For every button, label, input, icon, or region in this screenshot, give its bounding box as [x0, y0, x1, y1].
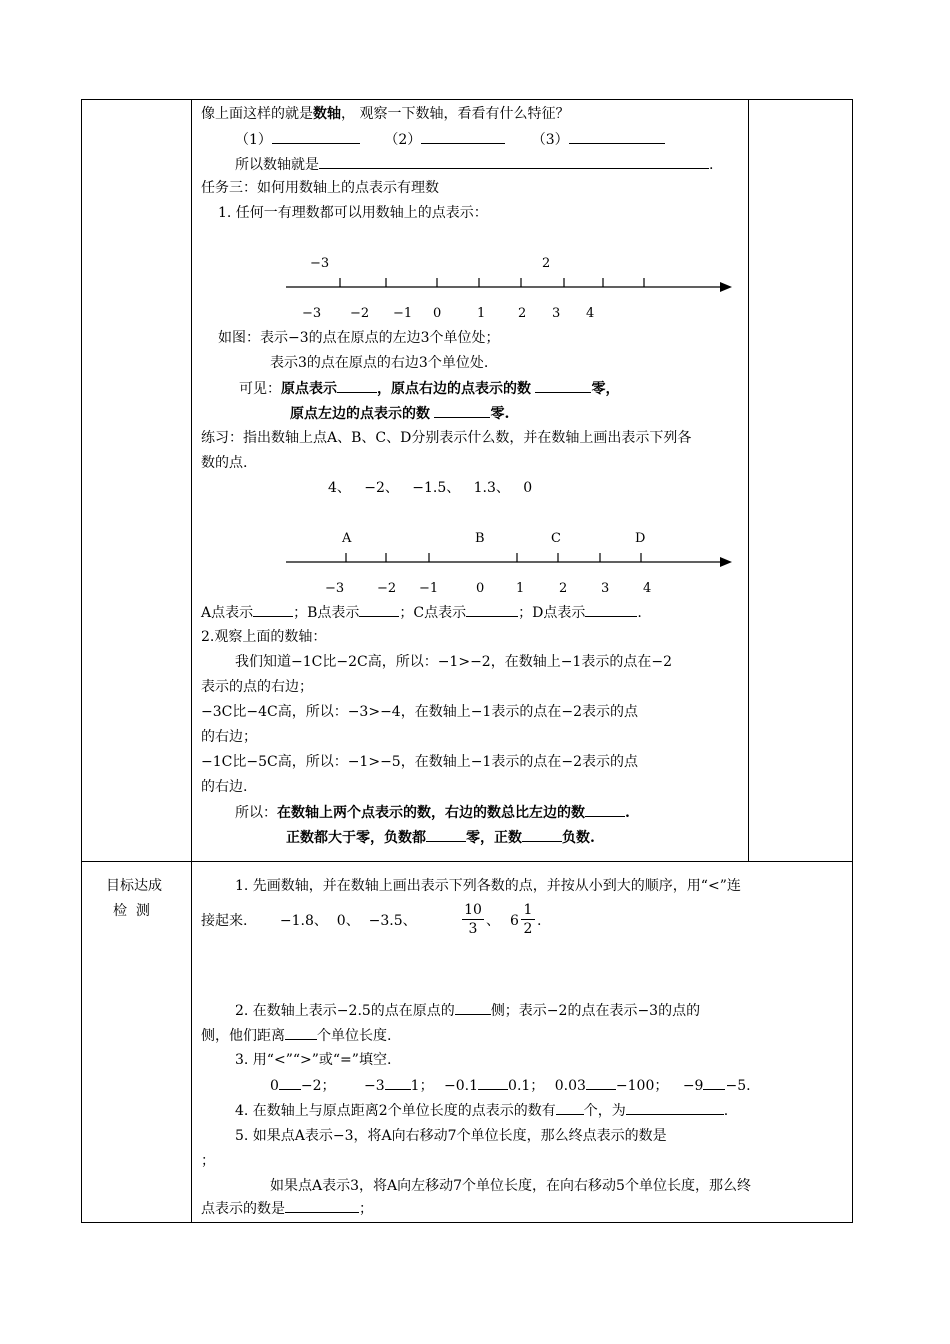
q3-e-blank[interactable] [703, 1075, 725, 1090]
question-3-items [270, 1075, 751, 1096]
conclusion-text-b: ，原点右边的点表示的数 [377, 381, 531, 397]
axis1-tick-label: 4 [586, 306, 595, 321]
q3-b-blank[interactable] [385, 1075, 411, 1090]
axis2-arrow-icon [720, 557, 732, 567]
observation-1b: 表示的点的右边； [201, 679, 313, 695]
axis2-tick-label: 2 [559, 581, 568, 596]
number-line-1 [280, 248, 740, 324]
q3-a-left: 0 [270, 1078, 279, 1094]
question-2b [201, 1025, 391, 1046]
question-5b: ； [201, 1153, 215, 1169]
axis2-tick-label: −2 [377, 581, 397, 596]
axis1-tick-label: −3 [302, 306, 322, 321]
summary-text-2a: 正数都大于零，负数都 [286, 830, 426, 846]
feature-1-label: （1） [235, 132, 272, 148]
q3-b-right: 1； [410, 1078, 434, 1094]
point-b-blank[interactable] [359, 602, 399, 617]
axis1-tick-label: 0 [433, 306, 442, 321]
axis1-tick-label: −2 [350, 306, 370, 321]
task3-heading: 任务三：如何用数轴上的点表示有理数 [201, 180, 439, 196]
fraction-denominator: 2 [523, 921, 533, 937]
summary-prefix: 所以： [235, 805, 277, 821]
numberline-intro [201, 104, 569, 124]
fraction-numerator: 1 [521, 901, 535, 920]
origin-blank[interactable] [337, 378, 377, 393]
observation-1a: 我们知道−1C比−2C高，所以：−1>−2，在数轴上−1表示的点在−2 [235, 654, 672, 670]
item1-text: 1. 任何一有理数都可以用数轴上的点表示： [218, 205, 488, 221]
summary-line-1: 所以：在数轴上两个点表示的数，右边的数总比左边的数 . [235, 802, 630, 823]
question-4-blank-2[interactable] [626, 1100, 724, 1115]
axis1-tick-label: −1 [393, 306, 413, 321]
point-a-blank[interactable] [253, 602, 293, 617]
practice-numbers: 4、 −2、 −1.5、 1.3、 0 [328, 480, 533, 496]
feature-2-label: （2） [384, 132, 422, 148]
axis2-point-label: D [635, 531, 646, 546]
q3-a-right: −2； [300, 1078, 336, 1094]
observation-3a: −1C比−5C高，所以：−1>−5，在数轴上−1表示的点在−2表示的点 [201, 754, 638, 770]
axis2-point-label: A [342, 531, 352, 546]
conclusion-text-d: 原点左边的点表示的数 [290, 406, 430, 422]
conclusion-line-2 [290, 403, 509, 424]
axis1-tick-label: 1 [477, 306, 486, 321]
definition-blank[interactable] [319, 154, 709, 169]
observation-2b: 的右边； [201, 729, 257, 745]
fraction-numerator: 10 [462, 901, 484, 920]
q3-c-left: −0.1 [444, 1078, 479, 1094]
point-b-label: ；B点表示 [293, 605, 360, 621]
summary-text-1: 在数轴上两个点表示的数，右边的数总比左边的数 [277, 805, 585, 821]
question-5-text-d: 点表示的数是 [201, 1201, 285, 1217]
point-c-label: ；C点表示 [399, 605, 467, 621]
fraction-one-half [521, 901, 535, 938]
question-4: 4. 在数轴上与原点距离2个单位长度的点表示的数有 个，为 . [235, 1100, 728, 1121]
figure-note-2: 表示3的点在原点的右边3个单位处. [270, 355, 489, 371]
summary-line-2 [286, 827, 595, 848]
definition-line: 所以数轴就是 . [235, 154, 713, 175]
axis2-tick-label: −1 [419, 581, 439, 596]
point-d-label: ；D点表示 [518, 605, 586, 621]
axis2-point-label: B [475, 531, 485, 546]
question-2-text-a: 2. 在数轴上表示−2.5的点在原点的 [235, 1003, 455, 1019]
q3-e-right: −5. [725, 1078, 751, 1094]
column-divider-right [748, 99, 749, 861]
axis2-tick-label: 3 [601, 581, 610, 596]
q3-b-left: −3 [364, 1078, 385, 1094]
q3-d-right: −100； [615, 1078, 669, 1094]
number-line-2 [280, 523, 740, 599]
item2-text: 2.观察上面的数轴： [201, 629, 327, 645]
question-5c: 如果点A表示3，将A向左移动7个单位长度，在向右移动5个单位长度，那么终 [270, 1178, 751, 1194]
point-answers: A点表示 ；B点表示 ；C点表示 ；D点表示 . [201, 602, 642, 623]
axis2-point-label: C [551, 531, 561, 546]
q3-a-blank[interactable] [279, 1075, 301, 1090]
conclusion-text-c: 零， [591, 381, 620, 397]
question-5d [201, 1198, 373, 1219]
question-2-text-b: 侧；表示−2的点在表示−3的点的 [490, 1003, 701, 1019]
column-divider-left [191, 99, 192, 1222]
point-a-label: A点表示 [201, 605, 254, 621]
definition-label: 所以数轴就是 [235, 157, 319, 173]
conclusion-text-a: 原点表示 [281, 381, 337, 397]
q3-c-blank[interactable] [478, 1075, 508, 1090]
summary-blank-3[interactable] [522, 827, 562, 842]
axis1-top-label: −3 [310, 256, 330, 271]
question-4-text-b: 个，为 [583, 1103, 626, 1119]
q3-d-left: 0.03 [554, 1078, 586, 1094]
axis2-tick-label: 0 [476, 581, 485, 596]
question-5a: 5. 如果点A表示−3，将A向右移动7个单位长度，那么终点表示的数是 [235, 1128, 667, 1144]
summary-blank-1[interactable] [585, 802, 625, 817]
question-2a [235, 1000, 700, 1021]
question-2-text-d: 个单位长度. [317, 1028, 392, 1044]
intro-text-b: ， 观察一下数轴，看看有什么特征？ [341, 106, 570, 122]
conclusion-prefix: 可见： [239, 381, 281, 397]
question-5-text-e: ； [359, 1201, 373, 1217]
question-1b-text: 接起来. [201, 913, 248, 929]
intro-text-a: 像上面这样的就是 [201, 106, 313, 122]
feature-3-blank[interactable] [569, 129, 665, 144]
feature-3-label: （3） [531, 132, 569, 148]
question-3: 3. 用“<”“>”或“=”填空. [235, 1052, 392, 1068]
figure-note-1: 如图：表示−3的点在原点的左边3个单位处； [218, 330, 500, 346]
summary-blank-2[interactable] [426, 827, 466, 842]
q3-d-blank[interactable] [586, 1075, 616, 1090]
question-4-blank-1[interactable] [556, 1100, 584, 1115]
practice-line-1: 练习：指出数轴上点A、B、C、D分别表示什么数，并在数轴上画出表示下列各 [201, 430, 692, 446]
question-1-numbers: −1.8、 0、 −3.5、 [279, 913, 417, 929]
point-c-blank[interactable] [466, 602, 518, 617]
observation-3b: 的右边. [201, 779, 248, 795]
intro-bold-term: 数轴 [313, 106, 341, 122]
row-divider [81, 861, 852, 862]
question-2-blank-1[interactable] [455, 1000, 491, 1015]
section-label-1: 目标达成 [106, 878, 162, 894]
axis2-tick-label: 1 [516, 581, 525, 596]
feature-blanks [235, 129, 665, 150]
question-1b [201, 911, 417, 931]
conclusion-line-1 [239, 378, 619, 399]
q3-e-left: −9 [682, 1078, 704, 1094]
axis1-arrow-icon [720, 282, 732, 292]
axis1-tick-label: 3 [552, 306, 561, 321]
conclusion-text-e: 零. [490, 406, 510, 422]
q3-c-right: 0.1； [508, 1078, 545, 1094]
practice-line-2: 数的点. [201, 455, 248, 471]
left-side-blank[interactable] [434, 403, 490, 418]
fraction-denominator: 3 [468, 921, 478, 937]
right-side-blank[interactable] [535, 378, 591, 393]
mixed-number-whole: 6 [510, 913, 519, 929]
section-label-2: 检 测 [113, 903, 150, 919]
question-2-text-c: 侧，他们距离 [201, 1028, 285, 1044]
observation-2a: −3C比−4C高，所以：−3>−4，在数轴上−1表示的点在−2表示的点 [201, 704, 638, 720]
question-1a: 1. 先画数轴，并在数轴上画出表示下列各数的点，并按从小到大的顺序，用“<”连 [235, 878, 741, 894]
fraction-separator: 、 [486, 913, 500, 929]
feature-1-blank[interactable] [272, 129, 360, 144]
summary-text-2b: 零，正数 [466, 830, 522, 846]
summary-text-2c: 负数. [562, 830, 595, 846]
question-4-text-a: 4. 在数轴上与原点距离2个单位长度的点表示的数有 [235, 1103, 556, 1119]
point-d-blank[interactable] [585, 602, 637, 617]
axis1-top-label: 2 [542, 256, 551, 271]
axis2-tick-label: −3 [325, 581, 345, 596]
question-5-blank[interactable] [285, 1198, 359, 1213]
fraction-ten-thirds [462, 901, 484, 938]
axis1-tick-label: 2 [518, 306, 527, 321]
question-2-blank-2[interactable] [285, 1025, 317, 1040]
feature-2-blank[interactable] [421, 129, 505, 144]
axis2-tick-label: 4 [643, 581, 652, 596]
